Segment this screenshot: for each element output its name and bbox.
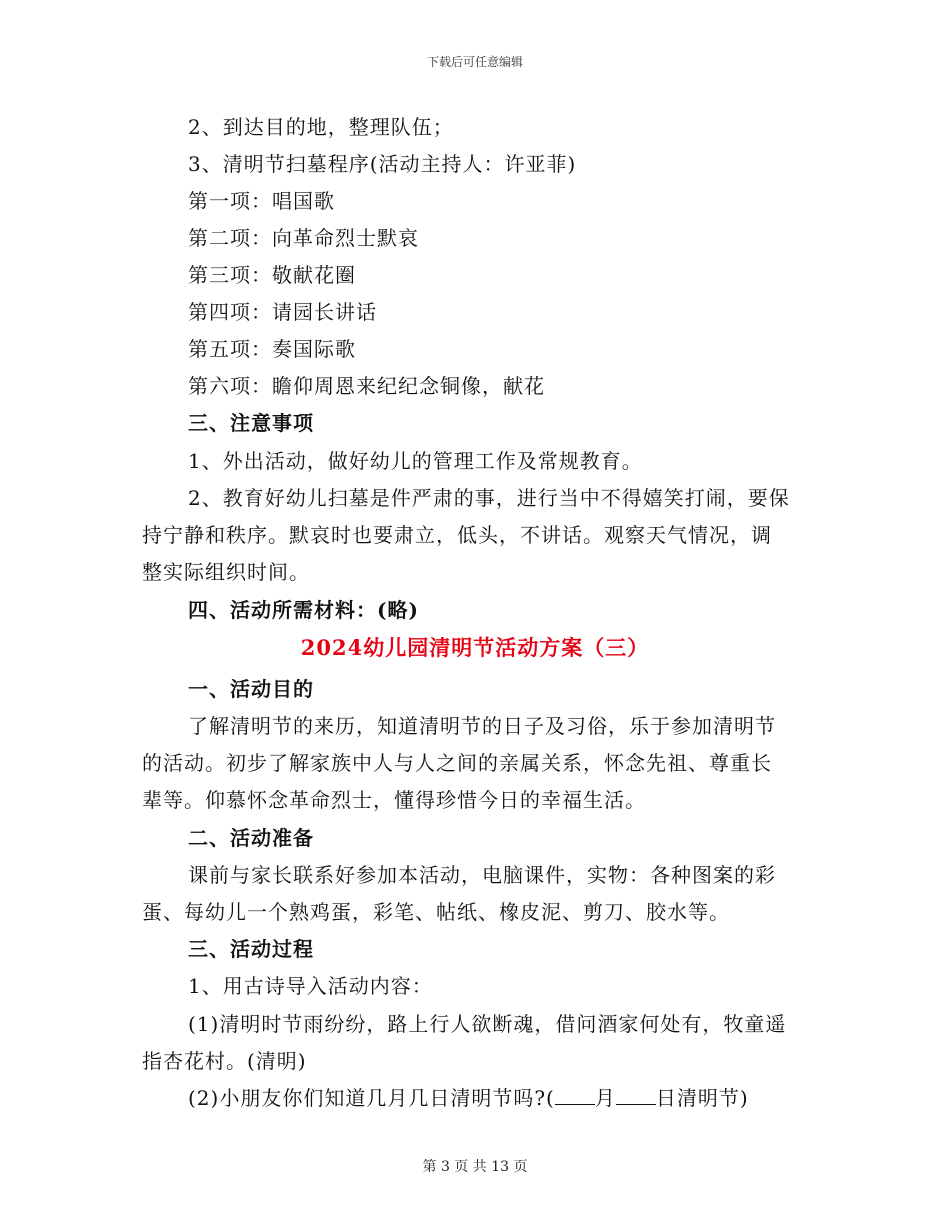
item-1: 第一项：唱国歌 (188, 189, 335, 213)
note-2-line-1: 2、教育好幼儿扫墓是件严肃的事，进行当中不得嬉笑打闹，要保 (188, 486, 790, 510)
blank-day (616, 1086, 656, 1105)
page-header: 下载后可任意编辑 (426, 55, 523, 69)
note-2-line-2: 持宁静和秩序。默哀时也要肃立，低头，不讲话。观察天气情况，调 (142, 523, 772, 547)
day-label: 日清明节) (655, 1086, 749, 1110)
section-heading-process: 三、活动过程 (188, 937, 314, 961)
page-footer: 第 3 页 共 13 页 (422, 1159, 528, 1175)
process-step-1: 1、用古诗导入活动内容： (188, 974, 433, 998)
section-heading-prep: 二、活动准备 (188, 826, 314, 850)
goal-line-1: 了解清明节的来历，知道清明节的日子及习俗，乐于参加清明节 (188, 714, 776, 738)
poem-line-2: 指杏花村。(清明) (142, 1049, 307, 1073)
question-line (188, 1084, 749, 1112)
document-title: 2024幼儿园清明节活动方案（三） (300, 635, 650, 660)
section-heading-notes: 三、注意事项 (188, 411, 314, 435)
blank-month (555, 1086, 595, 1105)
step-2-arrive: 2、到达目的地，整理队伍； (188, 115, 454, 139)
step-3-program: 3、清明节扫墓程序(活动主持人：许亚菲) (188, 152, 577, 176)
note-2-line-3: 整实际组织时间。 (142, 560, 310, 584)
item-2: 第二项：向革命烈士默哀 (188, 226, 419, 250)
month-label: 月 (594, 1086, 616, 1110)
goal-line-2: 的活动。初步了解家族中人与人之间的亲属关系，怀念先祖、尊重长 (142, 751, 772, 775)
prep-line-2: 蛋、每幼儿一个熟鸡蛋，彩笔、帖纸、橡皮泥、剪刀、胶水等。 (142, 900, 730, 924)
section-heading-goal: 一、活动目的 (188, 677, 314, 701)
question-text: (2)小朋友你们知道几月几日清明节吗?( (188, 1086, 555, 1110)
poem-line-1: (1)清明时节雨纷纷，路上行人欲断魂，借问酒家何处有，牧童遥 (188, 1012, 787, 1036)
goal-line-3: 辈等。仰慕怀念革命烈士，懂得珍惜今日的幸福生活。 (142, 788, 646, 812)
item-3: 第三项：敬献花圈 (188, 263, 356, 287)
section-heading-materials: 四、活动所需材料：(略) (188, 598, 419, 622)
prep-line-1: 课前与家长联系好参加本活动，电脑课件，实物：各种图案的彩 (188, 863, 776, 887)
item-6: 第六项：瞻仰周恩来纪纪念铜像，献花 (188, 374, 545, 398)
item-4: 第四项：请园长讲话 (188, 300, 377, 324)
note-1: 1、外出活动，做好幼儿的管理工作及常规教育。 (188, 449, 643, 473)
item-5: 第五项：奏国际歌 (188, 337, 356, 361)
